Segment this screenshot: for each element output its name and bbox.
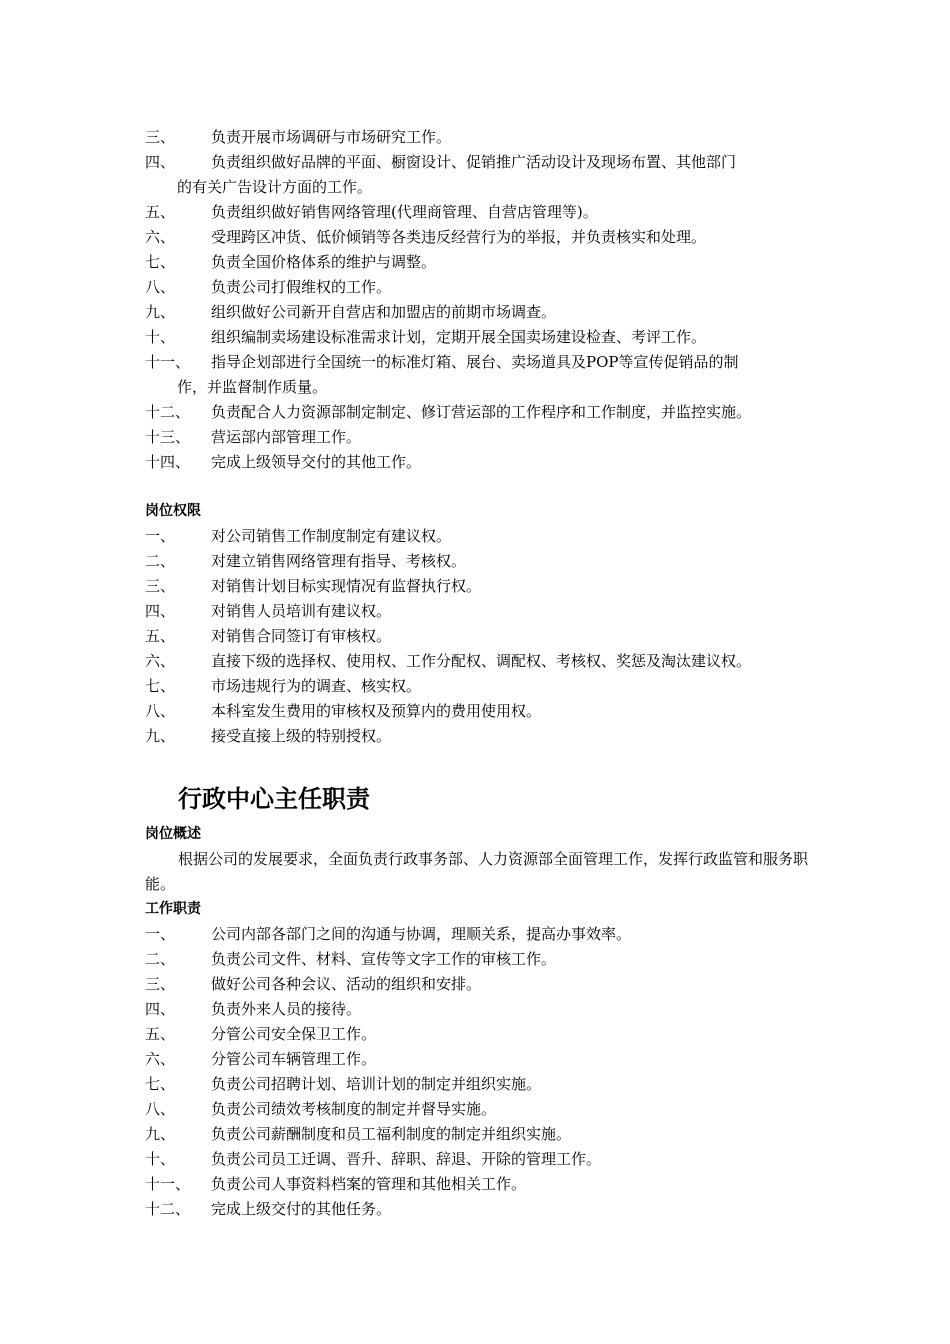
item-number: 三、: [145, 975, 176, 993]
item-number: 十、: [145, 328, 176, 346]
list-item: [145, 947, 810, 972]
list-item: [145, 450, 810, 475]
item-text: 负责全国价格体系的维护与调整。: [211, 253, 437, 271]
item-number: 三、: [145, 577, 176, 595]
item-text: 负责公司打假维权的工作。: [211, 278, 392, 296]
item-number: 十、: [145, 1150, 176, 1168]
list-item: [145, 699, 810, 724]
item-number: 七、: [145, 677, 176, 695]
list-item: [145, 549, 810, 574]
item-text: 负责外来人员的接待。: [211, 1000, 362, 1018]
item-text: 对销售人员培训有建议权。: [211, 602, 392, 620]
item-text: 组织做好公司新开自营店和加盟店的前期市场调查。: [211, 303, 557, 321]
item-number: 十二、: [145, 403, 191, 421]
overview-heading: 岗位概述: [145, 826, 201, 842]
list-item: [145, 200, 810, 225]
item-number: 六、: [145, 228, 176, 246]
item-text: 本科室发生费用的审核权及预算内的费用使用权。: [211, 702, 542, 720]
list-item: [145, 972, 810, 997]
item-number: 二、: [145, 950, 176, 968]
item-text: 直接下级的选择权、使用权、工作分配权、调配权、考核权、奖惩及淘汰建议权。: [211, 652, 752, 670]
list-item: [145, 624, 810, 649]
item-number: 八、: [145, 702, 176, 720]
item-number: 九、: [145, 303, 176, 321]
list-item: [145, 1172, 810, 1197]
item-number: 八、: [145, 1100, 176, 1118]
duties-continued-list: [145, 125, 810, 475]
item-text: 分管公司车辆管理工作。: [211, 1050, 377, 1068]
list-item: [145, 1197, 810, 1222]
item-text: 负责开展市场调研与市场研究工作。: [211, 128, 452, 146]
item-number: 五、: [145, 203, 176, 221]
list-item: [145, 599, 810, 624]
item-number: 四、: [145, 602, 176, 620]
item-number: 六、: [145, 1050, 176, 1068]
list-item: [145, 649, 810, 674]
item-number: 一、: [145, 527, 176, 545]
list-item: [145, 325, 810, 350]
item-text: 做好公司各种会议、活动的组织和安排。: [211, 975, 482, 993]
item-number: 五、: [145, 627, 176, 645]
item-text: 受理跨区冲货、低价倾销等各类违反经营行为的举报，并负责核实和处理。: [211, 228, 707, 246]
item-text: 负责配合人力资源部制定制定、修订营运部的工作程序和工作制度，并监控实施。: [211, 403, 752, 421]
item-number: 七、: [145, 253, 176, 271]
item-text: 完成上级领导交付的其他工作。: [211, 453, 422, 471]
item-text: 负责组织做好销售网络管理(代理商管理、自营店管理等)。: [211, 203, 598, 221]
authority-section: [145, 499, 810, 749]
list-item: [145, 1147, 810, 1172]
item-text: 对销售计划目标实现情况有监督执行权。: [211, 577, 482, 595]
item-number: 九、: [145, 727, 176, 745]
item-text: 负责公司薪酬制度和员工福利制度的制定并组织实施。: [211, 1125, 572, 1143]
item-text: 完成上级交付的其他任务。: [211, 1200, 392, 1218]
item-text: 负责公司招聘计划、培训计划的制定并组织实施。: [211, 1075, 542, 1093]
list-item: [145, 1047, 810, 1072]
item-number: 十一、: [145, 353, 191, 371]
item-text: 对销售合同签订有审核权。: [211, 627, 392, 645]
list-item: [145, 425, 810, 450]
list-item: [145, 1072, 810, 1097]
list-item: [145, 922, 810, 947]
list-item: [145, 225, 810, 250]
item-text: 负责组织做好品牌的平面、橱窗设计、促销推广活动设计及现场布置、其他部门: [211, 153, 737, 171]
list-item: [145, 997, 810, 1022]
item-number: 六、: [145, 652, 176, 670]
list-item: [145, 350, 810, 400]
item-text-continuation: 作，并监督制作质量。: [177, 378, 328, 396]
item-text: 对建立销售网络管理有指导、考核权。: [211, 552, 467, 570]
item-number: 一、: [145, 925, 176, 943]
list-item: [145, 674, 810, 699]
item-number: 二、: [145, 552, 176, 570]
item-number: 十一、: [145, 1175, 191, 1193]
item-text: 组织编制卖场建设标准需求计划，定期开展全国卖场建设检查、考评工作。: [211, 328, 707, 346]
list-item: [145, 250, 810, 275]
item-text: 对公司销售工作制度制定有建议权。: [211, 527, 452, 545]
item-text: 负责公司绩效考核制度的制定并督导实施。: [211, 1100, 497, 1118]
item-number: 四、: [145, 153, 176, 171]
page-title: 行政中心主任职责: [178, 785, 370, 813]
item-text: 负责公司文件、材料、宣传等文字工作的审核工作。: [211, 950, 557, 968]
item-text: 指导企划部进行全国统一的标准灯箱、展台、卖场道具及POP等宣传促销品的制: [211, 353, 739, 371]
admin-section: [145, 822, 810, 1222]
list-item: [145, 1022, 810, 1047]
item-number: 十四、: [145, 453, 191, 471]
duties-heading: 工作职责: [145, 901, 201, 917]
item-number: 七、: [145, 1075, 176, 1093]
item-text-continuation: 的有关广告设计方面的工作。: [177, 178, 373, 196]
list-item: [145, 524, 810, 549]
item-number: 十三、: [145, 428, 191, 446]
item-text: 负责公司人事资料档案的管理和其他相关工作。: [211, 1175, 527, 1193]
list-item: [145, 724, 810, 749]
item-number: 三、: [145, 128, 176, 146]
list-item: [145, 275, 810, 300]
item-number: 九、: [145, 1125, 176, 1143]
item-text: 负责公司员工迁调、晋升、辞职、辞退、开除的管理工作。: [211, 1150, 602, 1168]
list-item: [145, 1122, 810, 1147]
list-item: [145, 125, 810, 150]
list-item: [145, 574, 810, 599]
item-number: 十二、: [145, 1200, 191, 1218]
list-item: [145, 400, 810, 425]
item-text: 接受直接上级的特别授权。: [211, 727, 392, 745]
list-item: [145, 150, 810, 200]
authority-heading: 岗位权限: [145, 503, 201, 519]
item-text: 分管公司安全保卫工作。: [211, 1025, 377, 1043]
item-text: 营运部内部管理工作。: [211, 428, 362, 446]
list-item: [145, 300, 810, 325]
list-item: [145, 1097, 810, 1122]
item-number: 五、: [145, 1025, 176, 1043]
overview-paragraph: 根据公司的发展要求，全面负责行政事务部、人力资源部全面管理工作，发挥行政监管和服务职能。: [145, 850, 809, 893]
item-text: 公司内部各部门之间的沟通与协调，理顺关系，提高办事效率。: [211, 925, 632, 943]
item-text: 市场违规行为的调查、核实权。: [211, 677, 422, 695]
item-number: 八、: [145, 278, 176, 296]
item-number: 四、: [145, 1000, 176, 1018]
